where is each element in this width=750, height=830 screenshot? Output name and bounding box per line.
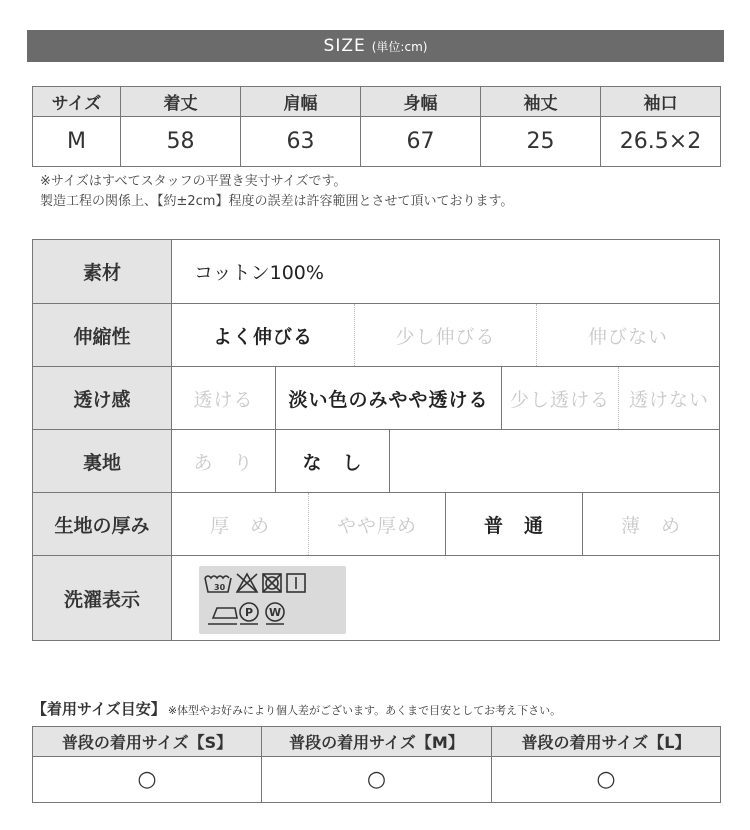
- sheer-option-light-colors: 淡い色のみやや透ける: [276, 367, 502, 429]
- thickness-label: 生地の厚み: [33, 493, 172, 555]
- care-label-image: [199, 566, 346, 634]
- length-value: 58: [121, 117, 241, 167]
- sleeve-length-header-cell: 袖丈: [481, 87, 601, 117]
- stretch-option-some: 少し伸びる: [355, 304, 537, 366]
- thickness-option-slightly-thick: やや厚め: [309, 493, 446, 555]
- shoulder-header-cell: 肩幅: [241, 87, 361, 117]
- sheer-option-sheer: 透ける: [172, 367, 276, 429]
- size-table-header-row: [33, 87, 721, 117]
- fit-table-row: [33, 757, 721, 803]
- sheer-label: 透け感: [33, 367, 172, 429]
- fit-table-header-row: [33, 727, 721, 757]
- lining-label: 裏地: [33, 430, 172, 492]
- sleeve-length-value: 25: [481, 117, 601, 167]
- fabric-label: 素材: [33, 240, 172, 303]
- thickness-row: [33, 492, 719, 555]
- svg-text:P: P: [245, 606, 254, 619]
- lining-option-yes: あ り: [172, 430, 276, 492]
- size-note-line: ※サイズはすべてスタッフの平置き実寸サイズです。: [40, 174, 347, 189]
- size-header-cell: サイズ: [33, 87, 121, 117]
- lining-option-no: な し: [276, 430, 390, 492]
- thickness-option-normal: 普 通: [446, 493, 583, 555]
- stretch-option-none: 伸びない: [587, 325, 668, 348]
- length-header-cell: 着丈: [121, 87, 241, 117]
- cuff-value: 26.5×2: [601, 117, 721, 167]
- svg-text:W: W: [269, 606, 282, 619]
- fit-guide-heading: 【着用サイズ目安】: [32, 700, 166, 718]
- size-table-row: [33, 117, 721, 167]
- size-header-bar: [27, 30, 724, 62]
- cuff-header-cell: 袖口: [601, 87, 721, 117]
- width-value: 67: [361, 117, 481, 167]
- size-value: M: [33, 117, 121, 167]
- sheer-option-not: 透けない: [628, 388, 709, 411]
- fit-mark-m: ○: [262, 757, 492, 803]
- fit-header-l: 普段の着用サイズ【L】: [492, 727, 721, 757]
- lining-empty-cell: [390, 430, 719, 492]
- washing-label: 洗濯表示: [33, 556, 172, 640]
- fit-mark-l: ○: [492, 757, 721, 803]
- fit-guide-title: [32, 698, 561, 719]
- fit-header-s: 普段の着用サイズ【S】: [33, 727, 262, 757]
- thickness-option-thick: 厚 め: [172, 493, 309, 555]
- fit-table: [32, 726, 721, 803]
- thickness-option-thin: 薄 め: [620, 514, 681, 537]
- size-notes: [40, 172, 513, 212]
- fit-header-m: 普段の着用サイズ【M】: [262, 727, 492, 757]
- lining-row: [33, 429, 719, 492]
- shoulder-value: 63: [241, 117, 361, 167]
- care-symbols-icon: [199, 566, 346, 634]
- fit-guide-note: ※体型やお好みにより個人差がございます。あくまで目安としてお考え下さい。: [167, 704, 562, 717]
- material-table: [32, 239, 720, 641]
- svg-text:30: 30: [214, 583, 226, 592]
- stretch-label: 伸縮性: [33, 304, 172, 366]
- stretch-row: [33, 303, 719, 366]
- fabric-row: [33, 240, 719, 303]
- width-header-cell: 身幅: [361, 87, 481, 117]
- stretch-option-high: よく伸びる: [172, 304, 355, 366]
- sheer-row: [33, 366, 719, 429]
- fabric-value: コットン100%: [194, 262, 324, 284]
- size-table: [32, 86, 721, 167]
- size-header-unit: (単位:cm): [371, 40, 428, 54]
- size-header-title: SIZE: [323, 36, 366, 56]
- washing-row: [33, 555, 719, 640]
- size-note-line: 製造工程の関係上、【約±2cm】程度の誤差は許容範囲とさせて頂いております。: [40, 194, 514, 209]
- sheer-option-slightly: 少し透ける: [502, 367, 619, 429]
- fit-mark-s: ○: [33, 757, 262, 803]
